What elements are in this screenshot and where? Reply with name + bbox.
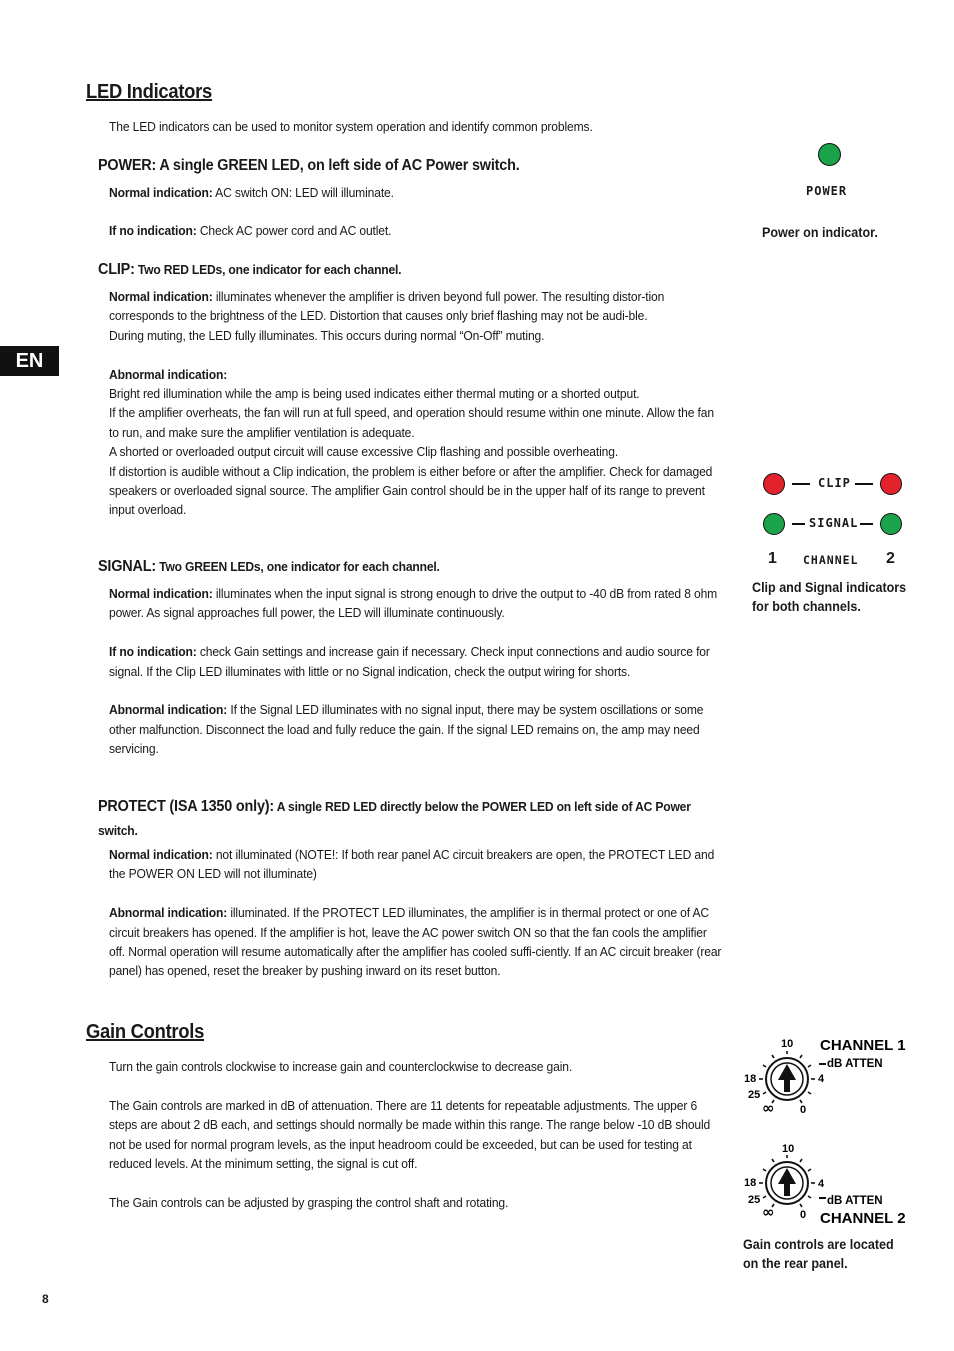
knob-ch2-icon — [759, 1155, 815, 1207]
led-intro: The LED indicators can be used to monitor system operation and identify common problems. — [109, 119, 593, 134]
knob2-scale-10: 10 — [782, 1143, 795, 1155]
signal-led-ch1-icon — [763, 513, 785, 535]
clip-line-right — [855, 483, 873, 485]
gain-text: Turn the gain controls clockwise to increase gain and counterclockwise to decrease gain. The Gain controls are marked in dB of attenuation. There are 11 detents for repeatable adjustments. The upper 6 steps are about 2 dB each, and settings should normally be made within this range. The range below -10 dB should not be used for normal program levels, as the input headroom could be exceeded, but can be used for testing at reduced levels. At the minimum setting, the signal is cut off. The Gain controls can be adjusted by grasping the control shaft and rotating. — [109, 1059, 711, 1210]
knob1-scale-4: 4 — [818, 1073, 825, 1085]
signal-line-left — [792, 523, 805, 525]
knob2-scale-25: 25 — [748, 1194, 761, 1206]
knob1-scale-18: 18 — [744, 1073, 757, 1085]
signal-line-right — [860, 523, 873, 525]
protect-text: Normal indication: not illuminated (NOTE!: If both rear panel AC circuit breakers are open, the PROTECT LED and the POWER ON LED will not illuminate) Abnormal indication: illuminated. If the PROTECT LED illuminates, the amplifier is in thermal protect or one of AC circuit breakers has opened. If the amplifier is hot, leave the AC power switch ON so that the fan cools the amplifier off. Normal operation will resume automatically after the amplifier has cooled suffi-ciently. If an AC circuit breaker (rear panel) has opened, reset the breaker by pushing inward on its reset button. — [109, 847, 722, 979]
section-title-led: LED Indicators — [86, 81, 212, 103]
knob2-atten: dB ATTEN — [827, 1195, 883, 1207]
clip-led-ch2-icon — [880, 473, 902, 495]
power-caption: Power on indicator. — [762, 225, 878, 240]
page-number: 8 — [42, 1292, 49, 1306]
power-none: If no indication: Check AC power cord and AC outlet. — [109, 223, 392, 238]
gain-knob-ch1-figure — [740, 1032, 930, 1120]
signal-led-label: SIGNAL — [809, 516, 859, 530]
gain-knob-ch2-figure — [740, 1137, 930, 1229]
knob2-scale-18: 18 — [744, 1177, 757, 1189]
knob2-title: CHANNEL 2 — [820, 1210, 906, 1227]
knob1-title: CHANNEL 1 — [820, 1037, 906, 1054]
channel-1-number: 1 — [768, 550, 777, 567]
clip-text: Normal indication: illuminates whenever the amplifier is driven beyond full power. The resulting distor-tion corresponds to the brightness of the LED. Distortion that causes only brief flashing may not be audi-ble. During muting, the LED fully illuminates. This occurs during normal “On-Off” muting. Abnormal indication: Bright red illumination while the amp is being used indicates either thermal muting or a shorted output. If the amplifier overheats, the fan will run at full speed, and operation should resume within one minute. Allow the fan to run, and make sure the amplifier ventilation is adequate. A shorted or overloaded output circuit will cause excessive Clip flashing and possible overheating. If distortion is audible without a Clip indication, the problem is either before or after the amplifier. Check for damaged speakers or overloaded signal source. The amplifier Gain control should be in the upper half of its range to prevent input overload. — [109, 289, 714, 518]
protect-heading: PROTECT (ISA 1350 only): A single RED LED directly below the POWER LED on left side of AC Power switch. — [98, 798, 691, 838]
knob1-scale-inf: ∞ — [762, 1099, 775, 1117]
clip-led-ch1-icon — [763, 473, 785, 495]
power-led-label: POWER — [806, 184, 848, 198]
signal-heading: SIGNAL: Two GREEN LEDs, one indicator for each channel. — [98, 558, 440, 575]
gain-caption: Gain controls are located on the rear panel. — [743, 1237, 894, 1271]
signal-led-ch2-icon — [880, 513, 902, 535]
knob-ch1-icon — [759, 1051, 815, 1103]
clip-heading: CLIP: Two RED LEDs, one indicator for each channel. — [98, 261, 402, 278]
knob2-scale-0: 0 — [800, 1209, 807, 1221]
knob2-scale-inf: ∞ — [762, 1203, 775, 1221]
clip-led-label: CLIP — [818, 476, 851, 490]
clipsig-caption: Clip and Signal indicators for both channels. — [752, 580, 907, 614]
clip-line-left — [792, 483, 810, 485]
knob1-scale-0: 0 — [800, 1104, 807, 1116]
knob1-scale-25: 25 — [748, 1089, 761, 1101]
signal-text: Normal indication: illuminates when the input signal is strong enough to drive the output to -40 dB from rated 8 ohm power. As signal approaches full power, the LED will illuminate continuously. If no indication: check Gain settings and increase gain if necessary. Check input connections and audio source for signal. If the Clip LED illuminates with little or no Signal indication, check the output wiring for shorts. Abnormal indication: If the Signal LED illuminates with no signal input, there may be system oscillations or some other malfunction. Disconnect the load and fully reduce the gain. If the signal LED remains on, the amp may need servicing. — [109, 586, 718, 757]
section-title-gain: Gain Controls — [86, 1021, 205, 1043]
knob1-atten: dB ATTEN — [827, 1058, 883, 1070]
language-tab: EN — [0, 346, 59, 376]
knob1-scale-10: 10 — [781, 1038, 794, 1050]
knob2-scale-4: 4 — [818, 1178, 825, 1190]
channel-2-number: 2 — [886, 550, 895, 567]
power-led-icon — [818, 143, 841, 166]
channel-label: CHANNEL — [803, 553, 859, 567]
power-normal: Normal indication: AC switch ON: LED will illuminate. — [109, 185, 394, 200]
power-heading: POWER: A single GREEN LED, on left side of AC Power switch. — [98, 157, 520, 174]
